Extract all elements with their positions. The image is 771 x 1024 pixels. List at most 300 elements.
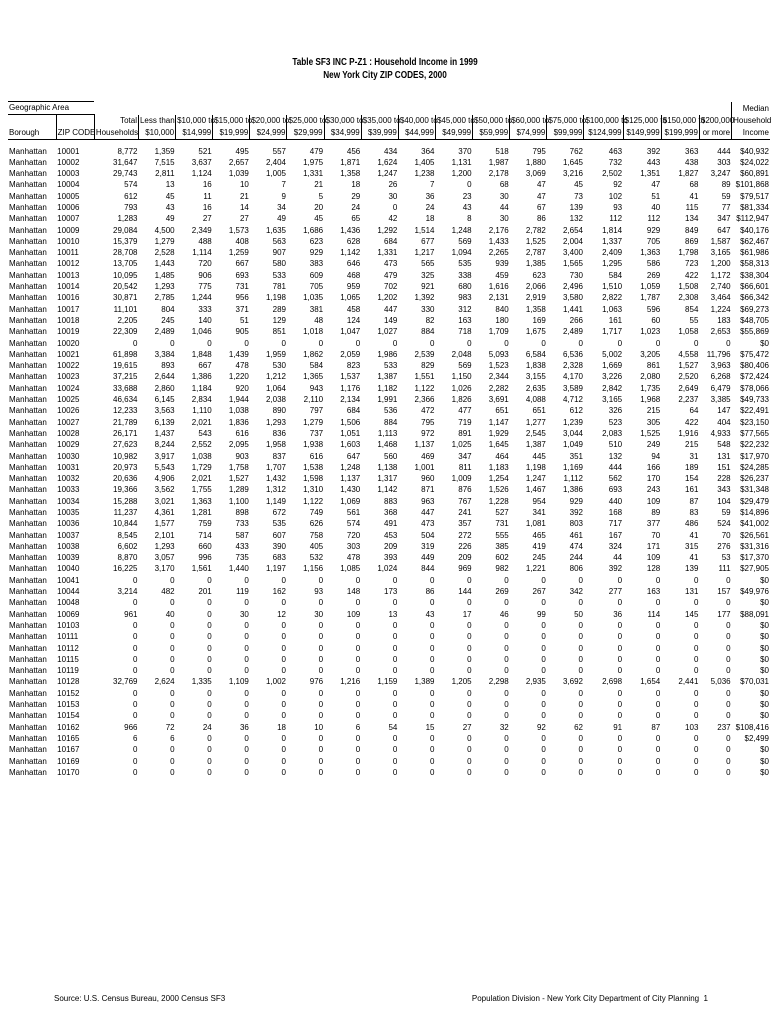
value-cell: 0 (133, 598, 138, 608)
value-cell: 1,051 (340, 428, 361, 438)
value-cell: 0 (578, 338, 583, 348)
value-cell: 1,212 (265, 372, 286, 382)
value-cell: 474 (569, 541, 583, 551)
value-cell: 47 (651, 180, 661, 190)
value-cell: 8,772 (117, 146, 138, 156)
value-cell: 5,002 (602, 349, 623, 359)
value-cell: 131 (685, 587, 699, 597)
value-cell: 5,036 (710, 677, 731, 687)
value-cell: 584 (309, 361, 324, 371)
value-cell: 1,183 (488, 462, 509, 472)
value-cell: 2,101 (154, 530, 175, 540)
value-cell: 861 (646, 361, 661, 371)
value-cell: 209 (458, 553, 472, 563)
value-cell: 3,155 (525, 372, 546, 382)
value-cell: 0 (392, 575, 398, 585)
table-row (8, 496, 770, 507)
value-cell: 377 (646, 519, 661, 529)
value-cell: 0 (318, 688, 324, 698)
value-cell: 5 (318, 191, 324, 201)
value-cell: 1,142 (377, 485, 398, 495)
value-cell: 2,404 (265, 157, 286, 167)
value-cell: 1,176 (340, 383, 361, 393)
table-row (8, 157, 770, 168)
value-cell: 149 (384, 315, 398, 325)
zip-code-cell: 10018 (57, 315, 80, 325)
median-income-cell: $38,304 (740, 270, 769, 280)
value-cell: 3,165 (602, 395, 623, 405)
value-cell: 0 (726, 745, 731, 755)
value-cell: 2,349 (191, 225, 212, 235)
value-cell: 30 (499, 191, 509, 201)
value-cell: 55 (689, 315, 699, 325)
value-cell: 1,838 (525, 361, 546, 371)
value-cell: 43 (462, 202, 472, 212)
value-cell: 0 (318, 745, 324, 755)
value-cell: 0 (655, 654, 661, 664)
value-cell: 0 (281, 338, 286, 348)
value-cell: 731 (235, 282, 249, 292)
value-cell: 12 (277, 609, 286, 619)
value-cell: 77 (721, 202, 731, 212)
value-cell: 3,562 (154, 485, 175, 495)
zip-code-cell: 10119 (57, 666, 79, 676)
value-cell: 0 (617, 654, 623, 664)
value-cell: 472 (421, 406, 435, 416)
value-cell: 2,308 (678, 293, 699, 303)
value-cell: 351 (569, 451, 583, 461)
value-cell: 616 (309, 451, 324, 461)
value-cell: 680 (458, 282, 472, 292)
value-cell: 1,279 (303, 417, 324, 427)
value-cell: 1,202 (377, 293, 398, 303)
borough-cell: Manhattan (9, 496, 47, 506)
bracket-2-header: $10,000 to (177, 115, 215, 125)
value-cell: 392 (608, 564, 623, 574)
value-cell: 0 (281, 643, 286, 653)
value-cell: 762 (569, 146, 583, 156)
value-cell: 0 (726, 688, 731, 698)
value-cell: 0 (318, 756, 324, 766)
borough-cell: Manhattan (9, 632, 47, 642)
value-cell: 11,101 (113, 304, 138, 314)
table-row (8, 360, 770, 371)
zip-code-cell: 10040 (57, 564, 80, 574)
value-cell: 3,917 (154, 451, 175, 461)
value-cell: 27 (202, 214, 212, 224)
value-cell: 0 (318, 620, 324, 630)
value-cell: 667 (235, 259, 249, 269)
value-cell: 0 (170, 666, 175, 676)
value-cell: 269 (646, 270, 661, 280)
value-cell: 459 (495, 270, 509, 280)
value-cell: 119 (236, 587, 249, 597)
value-cell: 2,842 (602, 383, 623, 393)
table-row (8, 315, 770, 326)
value-cell: 0 (355, 700, 361, 710)
borough-cell: Manhattan (9, 677, 47, 687)
zip-code-cell: 10038 (57, 541, 80, 551)
value-cell: 2,237 (678, 395, 699, 405)
value-cell: 0 (355, 654, 361, 664)
table-row (8, 733, 770, 744)
value-cell: 0 (655, 575, 661, 585)
value-cell: 1,142 (340, 248, 361, 258)
value-cell: 983 (458, 293, 472, 303)
zip-code-cell: 10010 (57, 236, 80, 246)
value-cell: 0 (430, 700, 435, 710)
value-cell: 869 (685, 236, 699, 246)
value-cell: 33,688 (113, 383, 138, 393)
value-cell: 0 (430, 666, 435, 676)
value-cell: 1,065 (340, 293, 361, 303)
table-row (8, 575, 770, 586)
value-cell: 0 (430, 767, 435, 777)
zip-code-cell: 10128 (57, 677, 80, 687)
value-cell: 612 (569, 406, 583, 416)
value-cell: 0 (504, 632, 509, 642)
value-cell: 161 (685, 485, 699, 495)
value-cell: 10,982 (113, 451, 138, 461)
value-cell: 0 (355, 632, 361, 642)
value-cell: 0 (617, 733, 623, 743)
borough-cell: Manhattan (9, 361, 47, 371)
value-cell: 50 (574, 609, 583, 619)
value-cell: 1,312 (265, 485, 286, 495)
value-cell: 0 (355, 338, 361, 348)
value-cell: 390 (272, 541, 286, 551)
value-cell: 21 (239, 191, 249, 201)
value-cell: 793 (124, 202, 138, 212)
table-row (8, 451, 770, 462)
value-cell: 0 (693, 654, 699, 664)
value-cell: 128 (646, 564, 661, 574)
value-cell: 0 (281, 654, 286, 664)
value-cell: 434 (384, 146, 398, 156)
value-cell: 0 (430, 338, 435, 348)
borough-cell: Manhattan (9, 293, 47, 303)
table-row (8, 518, 770, 529)
value-cell: 1,150 (451, 372, 472, 382)
value-cell: 3,580 (562, 293, 583, 303)
value-cell: 557 (272, 146, 286, 156)
value-cell: 0 (392, 643, 398, 653)
value-cell: 851 (272, 327, 286, 337)
value-cell: 479 (384, 270, 398, 280)
value-cell: 45 (314, 214, 324, 224)
value-cell: 1,217 (414, 248, 435, 258)
value-cell: 2,782 (525, 225, 546, 235)
bracket-5-header: $25,000 to (288, 115, 327, 125)
value-cell: 0 (244, 338, 249, 348)
value-cell: 876 (458, 485, 472, 495)
median-income-cell: $81,334 (740, 202, 769, 212)
zip-code-cell: 10152 (57, 688, 80, 698)
value-cell: 0 (467, 575, 472, 585)
value-cell: 0 (430, 733, 435, 743)
value-cell: 1,293 (154, 282, 175, 292)
value-cell: 1,279 (154, 236, 175, 246)
value-cell: 456 (346, 146, 361, 156)
median-income-cell: $49,733 (740, 395, 769, 405)
value-cell: 458 (346, 304, 361, 314)
value-cell: 0 (281, 700, 286, 710)
value-cell: 1,565 (562, 259, 583, 269)
value-cell: 49 (277, 214, 286, 224)
value-cell: 0 (726, 598, 731, 608)
value-cell: 9 (281, 191, 286, 201)
value-cell: 15,288 (113, 496, 138, 506)
value-cell: 447 (384, 304, 398, 314)
value-cell: 0 (655, 632, 661, 642)
value-cell: 0 (207, 711, 212, 721)
value-cell: 8,870 (117, 553, 138, 563)
value-cell: 10,095 (113, 270, 138, 280)
value-cell: 0 (617, 666, 623, 676)
value-cell: 0 (133, 666, 138, 676)
table-body (8, 139, 770, 778)
value-cell: 51 (239, 315, 249, 325)
value-cell: 112 (647, 214, 661, 224)
value-cell: 811 (458, 462, 472, 472)
value-cell: 1,046 (191, 327, 212, 337)
value-cell: 393 (384, 553, 398, 563)
value-cell: 473 (421, 519, 435, 529)
value-cell: 1,358 (340, 169, 361, 179)
value-cell: 0 (244, 643, 249, 653)
median-income-cell: $78,066 (740, 383, 769, 393)
value-cell: 1,686 (303, 225, 324, 235)
value-cell: 488 (198, 236, 212, 246)
value-cell: 226 (458, 541, 472, 551)
value-cell: 2,038 (265, 395, 286, 405)
value-cell: 2,539 (414, 349, 435, 359)
value-cell: 1,038 (191, 451, 212, 461)
value-cell: 1,385 (525, 259, 546, 269)
borough-cell: Manhattan (9, 440, 47, 450)
value-cell: 1,025 (451, 440, 472, 450)
value-cell: 3,692 (562, 677, 583, 687)
value-cell: 32 (499, 722, 509, 732)
value-cell: 1,938 (303, 440, 324, 450)
median-income-cell: $0 (760, 338, 769, 348)
value-cell: 29,084 (113, 225, 138, 235)
value-cell: 1,986 (377, 349, 398, 359)
value-cell: 0 (281, 711, 286, 721)
median-income-cell: $49,976 (740, 587, 769, 597)
value-cell: 1,110 (192, 406, 212, 416)
value-cell: 1,526 (488, 485, 509, 495)
value-cell: 0 (392, 711, 398, 721)
value-cell: 1,023 (640, 327, 661, 337)
value-cell: 26,171 (113, 428, 138, 438)
value-cell: 1,467 (525, 485, 546, 495)
value-cell: 1,798 (678, 248, 699, 258)
value-cell: 1,358 (525, 304, 546, 314)
value-cell: 1,880 (525, 157, 546, 167)
borough-cell: Manhattan (9, 225, 47, 235)
value-cell: 596 (646, 304, 661, 314)
value-cell: 0 (693, 767, 699, 777)
value-cell: 1,149 (265, 496, 286, 506)
value-cell: 6,584 (525, 349, 546, 359)
value-cell: 1,205 (451, 677, 472, 687)
value-cell: 2,328 (562, 361, 583, 371)
median-income-cell: $17,970 (740, 451, 769, 461)
value-cell: 1,001 (414, 462, 435, 472)
value-cell: 3,384 (154, 349, 175, 359)
median-income-cell: $0 (760, 643, 769, 653)
value-cell: 2,860 (154, 383, 175, 393)
value-cell: 139 (685, 564, 699, 574)
value-cell: 0 (617, 767, 623, 777)
median-income-cell: $14,896 (740, 508, 769, 517)
zip-code-cell: 10023 (57, 372, 80, 382)
value-cell: 0 (578, 666, 583, 676)
value-cell: 0 (617, 745, 623, 755)
value-cell: 277 (608, 587, 623, 597)
value-cell: 0 (392, 745, 398, 755)
borough-cell: Manhattan (9, 180, 47, 190)
median-income-cell: $26,561 (740, 530, 769, 540)
value-cell: 795 (532, 146, 546, 156)
value-cell: 0 (726, 733, 731, 743)
value-cell: 0 (355, 711, 361, 721)
value-cell: 445 (532, 451, 546, 461)
value-cell: 2,787 (525, 248, 546, 258)
value-cell: 20,542 (113, 282, 138, 292)
value-cell: 19,366 (113, 485, 138, 495)
value-cell: 167 (608, 530, 623, 540)
table-row (8, 530, 770, 541)
value-cell: 0 (244, 756, 249, 766)
value-cell: 3,226 (602, 372, 623, 382)
borough-cell: Manhattan (9, 620, 47, 630)
value-cell: 1,238 (414, 169, 435, 179)
value-cell: 891 (458, 428, 472, 438)
table-row (8, 744, 770, 755)
median-income-cell: $0 (760, 620, 769, 630)
value-cell: 0 (578, 598, 583, 608)
median-income-cell: $58,313 (740, 259, 769, 269)
value-cell: 0 (281, 632, 286, 642)
value-cell: 0 (318, 338, 324, 348)
value-cell: 0 (355, 575, 361, 585)
value-cell: 969 (458, 564, 472, 574)
table-row (8, 270, 770, 281)
value-cell: 1,039 (228, 169, 249, 179)
value-cell: 0 (133, 620, 138, 630)
value-cell: 0 (170, 643, 175, 653)
value-cell: 523 (608, 417, 623, 427)
value-cell: 0 (467, 688, 472, 698)
table-row (8, 439, 770, 450)
value-cell: 89 (651, 508, 661, 517)
value-cell: 823 (346, 361, 361, 371)
value-cell: 289 (272, 304, 286, 314)
value-cell: 419 (532, 541, 546, 551)
value-cell: 536 (384, 406, 398, 416)
median-income-cell: $69,273 (740, 304, 769, 314)
borough-cell: Manhattan (9, 236, 47, 246)
value-cell: 0 (392, 202, 398, 212)
value-cell: 0 (244, 632, 249, 642)
table-row (8, 462, 770, 473)
table-row (8, 326, 770, 337)
value-cell: 840 (495, 304, 509, 314)
zip-code-cell: 10013 (57, 270, 80, 280)
value-cell: 163 (646, 587, 661, 597)
value-cell: 733 (235, 519, 249, 529)
table-row (8, 552, 770, 563)
value-cell: 1,871 (340, 157, 361, 167)
value-cell: 0 (617, 700, 623, 710)
borough-cell: Manhattan (9, 508, 47, 517)
value-cell: 28,708 (113, 248, 138, 258)
value-cell: 3,069 (525, 169, 546, 179)
value-cell: 162 (272, 587, 286, 597)
zip-code-cell: 10034 (57, 496, 80, 506)
median-income-cell: $0 (760, 711, 769, 721)
table-row (8, 507, 770, 518)
value-cell: 759 (198, 519, 212, 529)
value-cell: 129 (272, 315, 286, 325)
value-cell: 0 (281, 620, 286, 630)
value-cell: 3,044 (562, 428, 583, 438)
value-cell: 884 (421, 327, 435, 337)
value-cell: 1,523 (488, 361, 509, 371)
borough-cell: Manhattan (9, 745, 47, 755)
zip-code-cell: 10162 (57, 722, 80, 732)
borough-header: Borough (8, 127, 56, 140)
table-row (8, 236, 770, 247)
value-cell: 1,848 (191, 349, 212, 359)
value-cell: 343 (717, 485, 731, 495)
value-cell: 0 (578, 700, 583, 710)
bracket-16-header: $200,000 (700, 115, 735, 125)
value-cell: 0 (504, 767, 509, 777)
median-income-cell: $72,424 (740, 372, 769, 382)
value-cell: 0 (578, 733, 583, 743)
value-cell: 0 (578, 711, 583, 721)
value-cell: 0 (318, 654, 324, 664)
value-cell: 1,826 (451, 395, 472, 405)
value-cell: 616 (235, 428, 249, 438)
value-cell: 0 (430, 598, 435, 608)
value-cell: 0 (726, 767, 731, 777)
median-income-cell: $66,342 (740, 293, 769, 303)
value-cell: 49 (165, 214, 175, 224)
value-cell: 2,131 (488, 293, 509, 303)
value-cell: 59 (721, 191, 731, 201)
value-cell: 0 (318, 666, 324, 676)
value-cell: 735 (235, 553, 249, 563)
value-cell: 0 (207, 575, 212, 585)
value-cell: 1,645 (562, 157, 583, 167)
value-cell: 2,811 (155, 169, 175, 179)
value-cell: 2,095 (228, 440, 249, 450)
zip-code-cell: 10024 (57, 383, 80, 393)
value-cell: 939 (495, 259, 509, 269)
value-cell: 929 (569, 496, 583, 506)
value-cell: 612 (124, 191, 138, 201)
value-cell: 1,137 (414, 440, 435, 450)
value-cell: 775 (198, 282, 212, 292)
value-cell: 797 (309, 406, 324, 416)
value-cell: 154 (685, 474, 699, 484)
borough-cell: Manhattan (9, 587, 47, 597)
value-cell: 623 (309, 236, 324, 246)
